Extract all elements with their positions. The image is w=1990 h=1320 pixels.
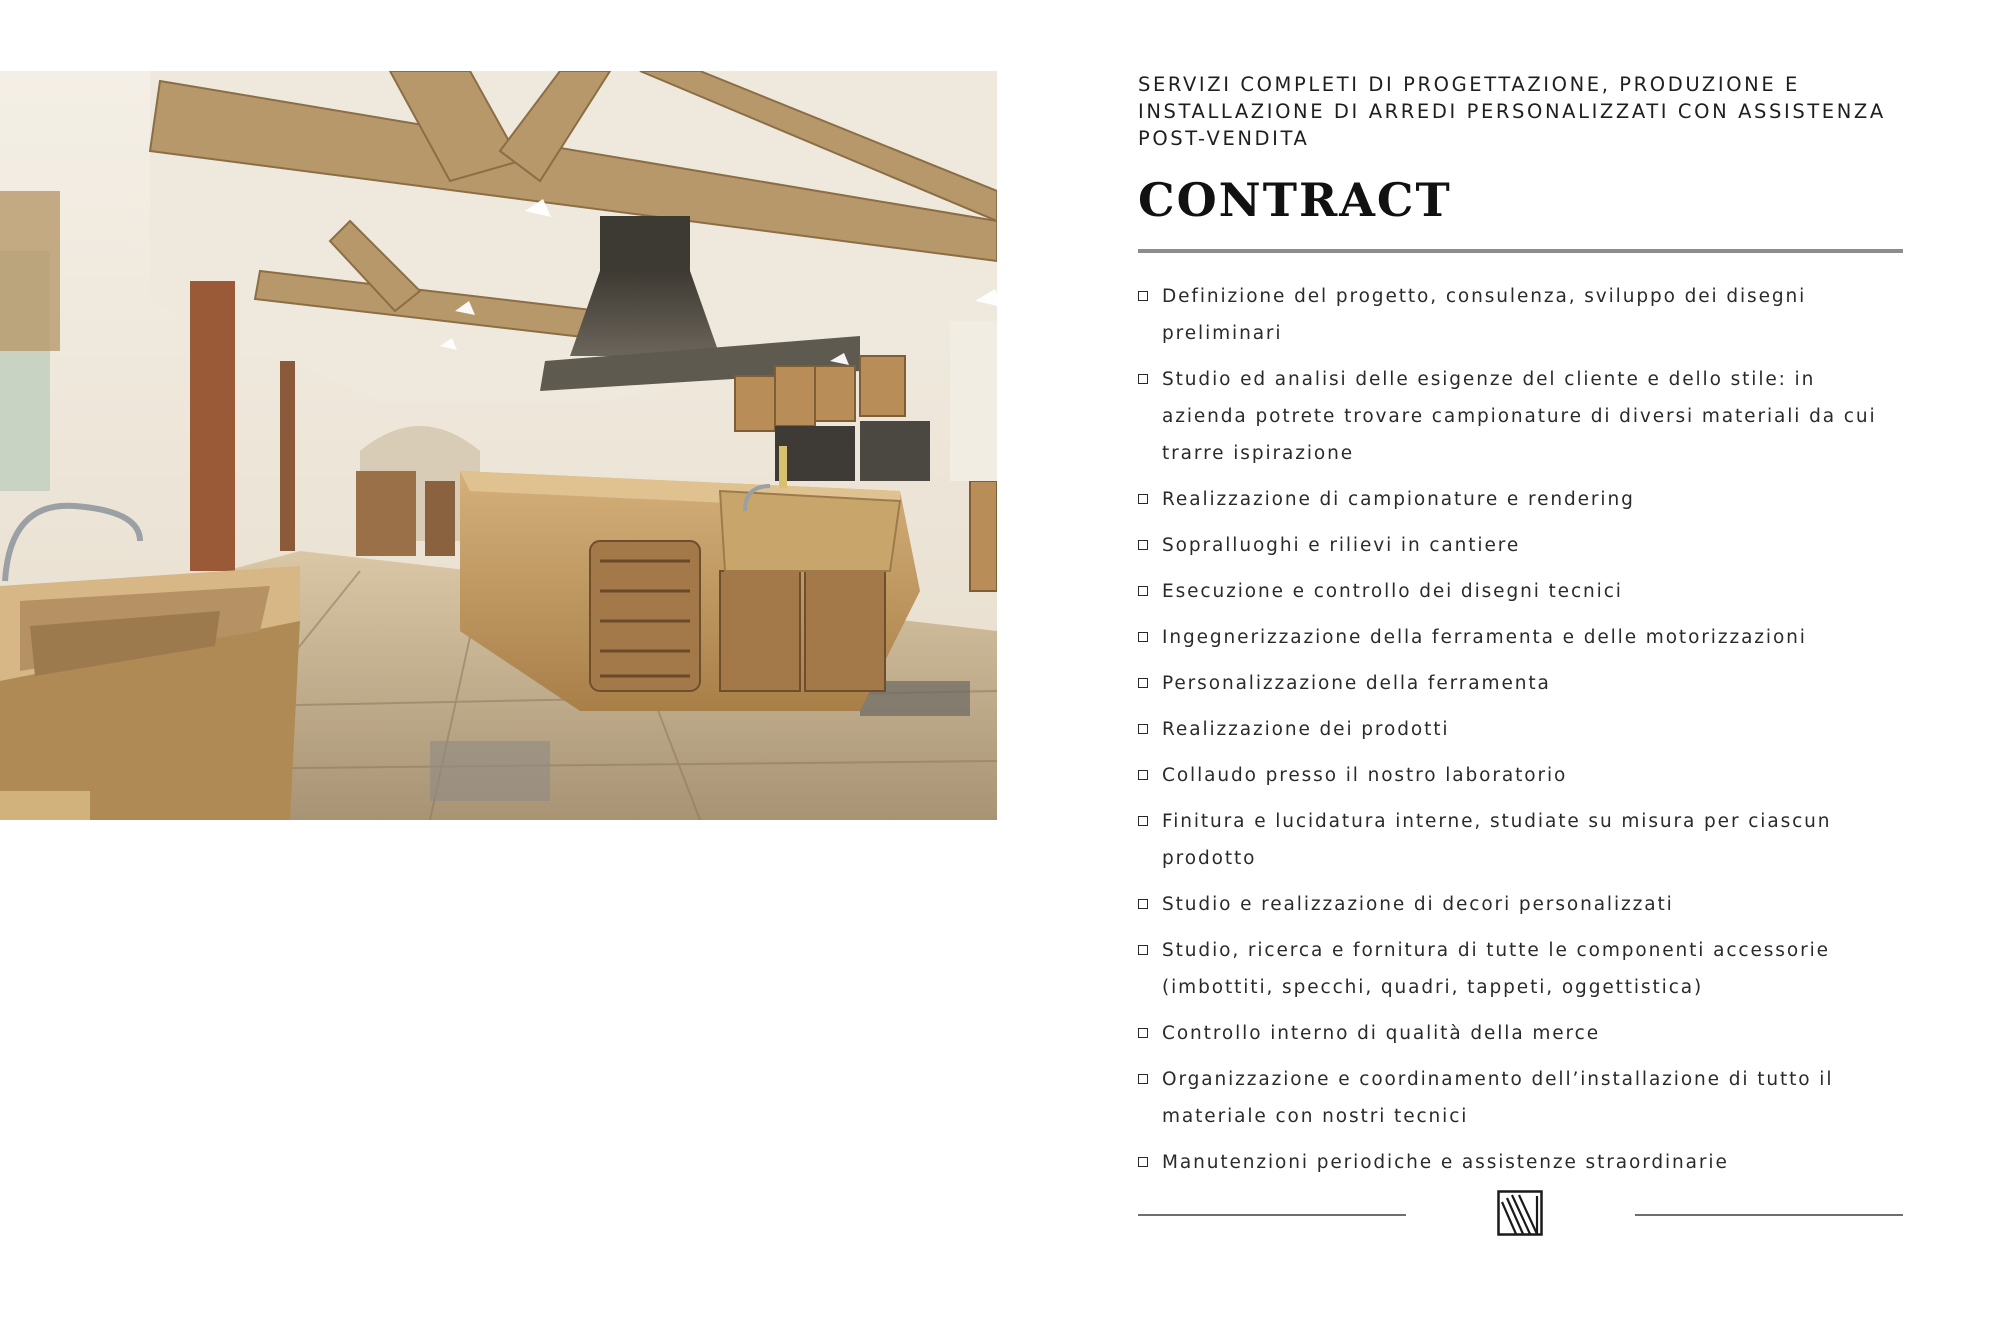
list-item-text: Manutenzioni periodiche e assistenze straordinarie [1162, 1152, 1729, 1173]
square-bullet-icon [1138, 586, 1148, 596]
square-bullet-icon [1138, 374, 1148, 384]
divider-line-left [1138, 1214, 1406, 1216]
list-item-text: Realizzazione di campionature e rendering [1162, 489, 1635, 510]
square-bullet-icon [1138, 632, 1148, 642]
divider-line-right [1635, 1214, 1903, 1216]
square-bullet-icon [1138, 540, 1148, 550]
square-bullet-icon [1138, 770, 1148, 780]
list-item-text: Finitura e lucidatura interne, studiate su misura per ciascun prodotto [1162, 811, 1832, 869]
square-bullet-icon [1138, 816, 1148, 826]
list-item [1138, 711, 1903, 748]
list-item-text: Organizzazione e coordinamento dell’installazione di tutto il materiale con nostri tecnici [1162, 1069, 1834, 1127]
kitchen-photo [0, 71, 997, 820]
list-item [1138, 619, 1903, 656]
list-item-text: Studio, ricerca e fornitura di tutte le componenti accessorie (imbottiti, specchi, quadri, tappeti, oggettistica) [1162, 940, 1830, 998]
list-item [1138, 481, 1903, 518]
list-item [1138, 1015, 1903, 1052]
list-item [1138, 1144, 1903, 1181]
list-item-text: Sopralluoghi e rilievi in cantiere [1162, 535, 1521, 556]
square-bullet-icon [1138, 899, 1148, 909]
square-bullet-icon [1138, 1157, 1148, 1167]
feature-list [1138, 278, 1903, 1181]
list-item-text: Esecuzione e controllo dei disegni tecnici [1162, 581, 1623, 602]
list-item [1138, 527, 1903, 564]
list-item-text: Definizione del progetto, consulenza, sviluppo dei disegni preliminari [1162, 286, 1807, 344]
list-item-text: Realizzazione dei prodotti [1162, 719, 1450, 740]
list-item [1138, 665, 1903, 702]
list-item-text: Collaudo presso il nostro laboratorio [1162, 765, 1568, 786]
list-item-text: Ingegnerizzazione della ferramenta e delle motorizzazioni [1162, 627, 1807, 648]
content-column [1138, 71, 1903, 1190]
square-bullet-icon [1138, 1028, 1148, 1038]
kitchen-illustration [0, 71, 997, 820]
list-item [1138, 803, 1903, 877]
square-bullet-icon [1138, 1074, 1148, 1084]
list-item [1138, 361, 1903, 472]
list-item [1138, 278, 1903, 352]
list-item-text: Personalizzazione della ferramenta [1162, 673, 1551, 694]
list-item [1138, 932, 1903, 1006]
title-divider [1138, 249, 1903, 253]
section-subtitle: SERVIZI COMPLETI DI PROGETTAZIONE, PRODUZIONE E INSTALLAZIONE DI ARREDI PERSONALIZZATI CON ASSISTENZA POST-VENDITA [1138, 73, 1886, 150]
square-bullet-icon [1138, 724, 1148, 734]
page-title: CONTRACT [1138, 173, 1452, 227]
brand-logo-icon[interactable] [1497, 1190, 1543, 1236]
list-item [1138, 886, 1903, 923]
footer-divider [1138, 1190, 1903, 1240]
square-bullet-icon [1138, 494, 1148, 504]
list-item-text: Studio e realizzazione di decori personalizzati [1162, 894, 1674, 915]
list-item [1138, 757, 1903, 794]
list-item [1138, 1061, 1903, 1135]
square-bullet-icon [1138, 678, 1148, 688]
square-bullet-icon [1138, 945, 1148, 955]
list-item-text: Controllo interno di qualità della merce [1162, 1023, 1601, 1044]
list-item-text: Studio ed analisi delle esigenze del cliente e dello stile: in azienda potrete trovare campionature di diversi materiali da cui trarre ispirazione [1162, 369, 1877, 464]
list-item [1138, 573, 1903, 610]
square-bullet-icon [1138, 291, 1148, 301]
